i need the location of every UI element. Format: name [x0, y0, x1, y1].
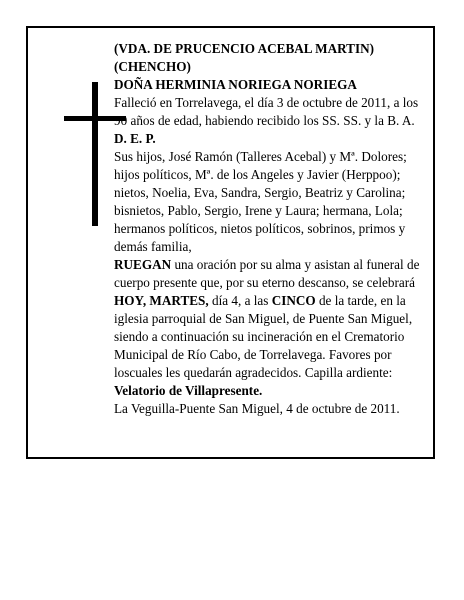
- request-text-1: una oración por su alma y asistan al funeral de cuerpo presente que, por su eterno descanso, se celebrará: [114, 257, 420, 290]
- cross-vertical-bar: [92, 82, 98, 226]
- place-date: La Veguilla-Puente San Miguel, 4 de octubre de 2011.: [114, 401, 400, 416]
- funeral-request: [114, 256, 426, 400]
- funeral-day: HOY, MARTES,: [114, 293, 209, 308]
- deceased-name: DOÑA HERMINIA NORIEGA NORIEGA: [114, 77, 357, 92]
- ruegan-text: RUEGAN: [114, 257, 172, 272]
- notice-text: [114, 40, 426, 418]
- request-text-2: día 4, a las: [208, 293, 272, 308]
- heading-line-1: (VDA. DE PRUCENCIO ACEBAL MARTIN): [114, 41, 375, 56]
- death-statement: Falleció en Torrelavega, el día 3 de octubre de 2011, a los 90 años de edad, habiendo recibido los SS. SS. y la B. A.: [114, 95, 419, 128]
- chapel-name: Velatorio de Villapresente.: [114, 383, 263, 398]
- dep-line: D. E. P.: [114, 131, 156, 146]
- heading-line-2: (CHENCHO): [114, 59, 191, 74]
- family-list: Sus hijos, José Ramón (Talleres Acebal) y Mª. Dolores; hijos políticos, Mª. de los Angeles y Javier (Herppoo); nietos, Noelia, Eva, Sandra, Sergio, Beatriz y Carolina; bisnietos, Pablo, Sergio, Irene y Laura; hermana, Lola; hermanos políticos, nietos políticos, sobrinos, primos y demás familia,: [114, 149, 407, 254]
- request-text-3: de la tarde, en la iglesia parroquial de San Miguel, de Puente San Miguel, siendo a continuación su incineración en el Crematorio Municipal de Río Cabo, de Torrelavega. Favores por loscuales les quedarán agradecidos. Capilla ardiente:: [114, 293, 413, 380]
- funeral-hour: CINCO: [271, 293, 316, 308]
